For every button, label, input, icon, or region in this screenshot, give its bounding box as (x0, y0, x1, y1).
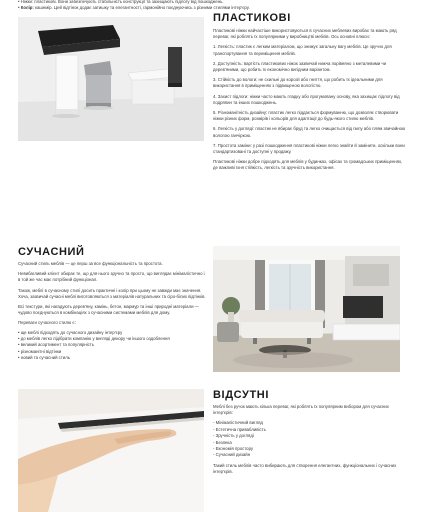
absent-heading: ВІДСУТНІ (213, 389, 269, 401)
list-item: • новий та сучасний стиль (18, 355, 70, 361)
living-room-photo (213, 246, 400, 372)
modern-paragraph: Всі текстури, які нагадують дерев'яну, камінь, бетон, мармур та інші природні матеріали — чудово поєднуються в комбінаціях з сучасними системами меблів для дому. (18, 304, 199, 316)
plastic-intro: Пластикові ніжки найчастіше використовуються в сучасних меблевих виробах та мають ряд переваг, які роблять їх популярними у виробництві меблів. Ось основні плюси: (213, 28, 397, 40)
handleless-cabinet-photo (18, 389, 204, 512)
plastic-point: 2. Доступність: вартість пластикових ніжок зазвичай нижча порівняно з металевими чи дерев'яними, що робить їх економічно вигідним варіантом. (213, 60, 387, 73)
absent-advantages-list (213, 420, 407, 458)
list-item: - Сучасний дизайн (213, 452, 251, 458)
modern-section (18, 246, 208, 362)
plastic-section (213, 12, 407, 172)
list-item: • ще меблі підходять до сучасного дизайну інтер'єру (18, 329, 123, 335)
modern-paragraph: Також, меблі в сучасному стилі досить практичні і колір при цьому не завжди має значення. Хоча, зазвичай сучасні меблі виготовляються з матеріалів натуральних та сіро-білих відтінків. (18, 287, 206, 299)
plastic-legs-photo (18, 17, 204, 141)
list-item: • до меблів легко підібрати компанію у вигляді декору чи іншого оздоблення (18, 336, 170, 342)
list-item: - Зручність у догляді (213, 433, 254, 439)
plastic-point: 6. Легкість у догляді: пластик не вбирає бруд та легко очищається від пилу або плям звичайною вологою ганчіркою. (213, 126, 406, 138)
absent-intro: Меблі без ручок мають кілька переваг, які роблять їх популярним вибором для сучасних інтер'єрів: (213, 404, 389, 416)
absent-section (213, 389, 407, 475)
plastic-point: 7. Простота заміни: у разі пошкодження пластикові ніжки легко знайти й замінити, оскільки вони стандартизовані та доступні у продажу. (213, 142, 405, 155)
plastic-point: 3. Стійкість до вологи: не схильні до корозії або гниття, що робить їх ідеальними для використання в приміщеннях з підвищеною вологістю. (213, 77, 383, 89)
list-item: - Безпека (213, 439, 232, 445)
plastic-point: 5. Різноманітність дизайну: пластик легко піддається формуванню, що дозволяє створювати ніжки різних форм, розмірів і кольорів для адаптації до будь-якого стилю меблів. (213, 110, 399, 122)
modern-list-title: Переваги сучасного стилю є: (18, 320, 76, 326)
modern-heading: СУЧАСНИЙ (18, 246, 85, 258)
legs-property: • Ніжки: пластикові. Вони забезпечують стабільність конструкції та захищають підлогу від пошкоджень. (18, 0, 224, 4)
list-item: - Економія простору (213, 446, 254, 452)
modern-advantages-list (18, 330, 208, 362)
list-item: - Мінімалістичний вигляд (213, 420, 263, 426)
top-properties (18, 0, 408, 11)
absent-outro: Такий стиль меблів часто вибирають для створення елегантних, функціональних і сучасних інтер'єрів. (213, 462, 397, 475)
modern-paragraph: Невибагливий клієнт обирає те, що для нього зручно та просто, що виглядає мінімалістично і в той же час має потрібний функціонал. (18, 271, 205, 283)
list-item: - Естетична привабливість (213, 426, 266, 432)
list-item: • великий асортимент та популярність (18, 342, 94, 348)
modern-paragraph: Сучасний стиль меблів — це перш за все функціональність та простота. (18, 261, 163, 266)
plastic-point: 4. Захист підлоги: ніжки часто мають гладку або прогумовану основу, яка захищає підлогу від подряпин та інших пошкоджень. (213, 93, 400, 105)
color-property: • Колір: кашемір. Цей відтінок додає затишку та елегантності, гармонійно поєднуючись з різними стилями інтер'єру. (18, 5, 250, 11)
plastic-outro: Пластикові ніжки добре підходять для меблів у будинках, офісах та громадських приміщеннях, де важливі їхня стійкість, легкість та зручність використання. (213, 159, 403, 171)
plastic-point: 1. Легкість: пластик є легким матеріалом, що знижує загальну вагу меблів. Це зручно для транспортування та переміщення меблів. (213, 44, 392, 56)
list-item: • різноманітні відтінки (18, 348, 62, 354)
plastic-heading: ПЛАСТИКОВІ (213, 12, 291, 24)
